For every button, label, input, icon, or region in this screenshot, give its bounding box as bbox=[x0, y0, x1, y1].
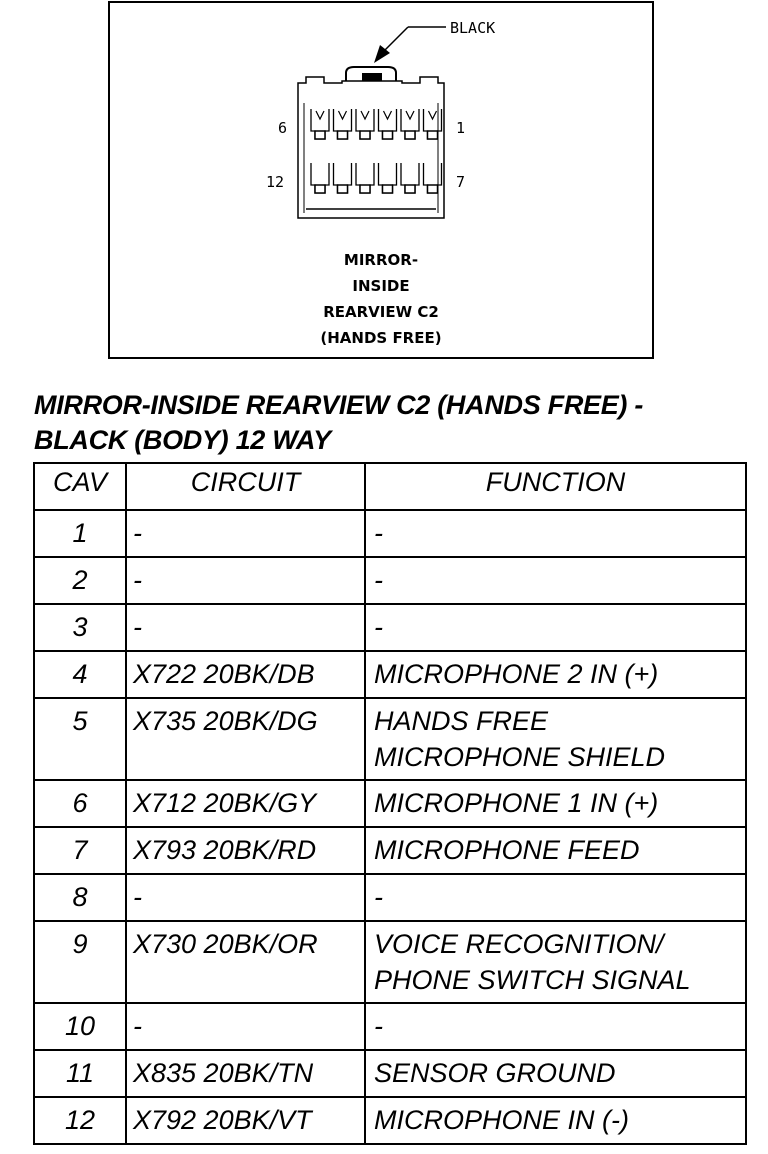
cavity-terminal bbox=[383, 131, 393, 139]
table-row bbox=[34, 780, 746, 827]
function-line: MICROPHONE 2 IN (+) bbox=[374, 659, 659, 689]
cell-circuit: X722 20BK/DB bbox=[126, 651, 365, 698]
connector-heading bbox=[34, 388, 643, 458]
cavity-terminal bbox=[315, 185, 325, 193]
caption-line-4: (HANDS FREE) bbox=[320, 329, 442, 347]
cell-circuit: - bbox=[126, 874, 365, 921]
cell-cav: 6 bbox=[34, 780, 126, 827]
callout-line bbox=[384, 27, 408, 51]
cell-function bbox=[365, 1050, 746, 1097]
connector-caption bbox=[110, 247, 652, 351]
table-row bbox=[34, 827, 746, 874]
table-row bbox=[34, 510, 746, 557]
latch-tab bbox=[362, 73, 382, 81]
cell-circuit: - bbox=[126, 557, 365, 604]
cavity-terminal bbox=[383, 185, 393, 193]
cavity-terminal bbox=[405, 131, 415, 139]
function-line: MICROPHONE SHIELD bbox=[374, 742, 666, 772]
caption-line-3: REARVIEW C2 bbox=[323, 303, 439, 321]
cell-cav: 9 bbox=[34, 921, 126, 1003]
heading-line-2: BLACK (BODY) 12 WAY bbox=[34, 425, 331, 455]
pin-label-12: 12 bbox=[266, 173, 285, 191]
cavity-notch bbox=[406, 111, 414, 119]
table-row bbox=[34, 1097, 746, 1144]
function-line: VOICE RECOGNITION/ bbox=[374, 929, 664, 959]
cell-function bbox=[365, 510, 746, 557]
cavity-notch bbox=[361, 111, 369, 119]
connector-figure bbox=[108, 1, 654, 359]
cavity-terminal bbox=[428, 131, 438, 139]
table-row bbox=[34, 921, 746, 1003]
table-row bbox=[34, 874, 746, 921]
cell-function bbox=[365, 557, 746, 604]
callout-label: BLACK bbox=[450, 19, 496, 37]
cell-cav: 2 bbox=[34, 557, 126, 604]
cavity-notch bbox=[429, 111, 437, 119]
table-row bbox=[34, 1003, 746, 1050]
cell-circuit: X712 20BK/GY bbox=[126, 780, 365, 827]
cell-cav: 11 bbox=[34, 1050, 126, 1097]
header-function: FUNCTION bbox=[365, 463, 746, 510]
pin-label-7: 7 bbox=[456, 173, 466, 191]
cell-function bbox=[365, 604, 746, 651]
function-line: HANDS FREE bbox=[374, 706, 549, 736]
pin-label-1: 1 bbox=[456, 119, 466, 137]
function-line: - bbox=[374, 1011, 383, 1041]
function-line: PHONE SWITCH SIGNAL bbox=[374, 965, 691, 995]
cavity-terminal bbox=[338, 185, 348, 193]
cell-cav: 12 bbox=[34, 1097, 126, 1144]
cavity-notch bbox=[316, 111, 324, 119]
heading-line-1: MIRROR-INSIDE REARVIEW C2 (HANDS FREE) - bbox=[34, 390, 644, 420]
cell-function bbox=[365, 780, 746, 827]
cell-function bbox=[365, 1097, 746, 1144]
cell-cav: 10 bbox=[34, 1003, 126, 1050]
cell-circuit: X792 20BK/VT bbox=[126, 1097, 365, 1144]
cell-cav: 7 bbox=[34, 827, 126, 874]
cavity-row-bottom bbox=[311, 163, 442, 193]
caption-line-2: INSIDE bbox=[352, 277, 410, 295]
cell-function bbox=[365, 921, 746, 1003]
cell-circuit: X835 20BK/TN bbox=[126, 1050, 365, 1097]
cavity-row-top bbox=[311, 109, 442, 139]
cavity-terminal bbox=[428, 185, 438, 193]
function-line: - bbox=[374, 565, 383, 595]
cell-cav: 4 bbox=[34, 651, 126, 698]
cell-circuit: - bbox=[126, 604, 365, 651]
cell-function bbox=[365, 651, 746, 698]
cavity-terminal bbox=[315, 131, 325, 139]
function-line: MICROPHONE FEED bbox=[374, 835, 640, 865]
cell-circuit: X735 20BK/DG bbox=[126, 698, 365, 780]
table-header-row bbox=[34, 463, 746, 510]
cell-function bbox=[365, 827, 746, 874]
caption-line-1: MIRROR- bbox=[343, 251, 419, 269]
cell-function bbox=[365, 1003, 746, 1050]
table-body bbox=[34, 510, 746, 1144]
function-line: SENSOR GROUND bbox=[374, 1058, 616, 1088]
cavity-terminal bbox=[338, 131, 348, 139]
table-row bbox=[34, 1050, 746, 1097]
cell-circuit: - bbox=[126, 1003, 365, 1050]
cell-circuit: X793 20BK/RD bbox=[126, 827, 365, 874]
cell-cav: 1 bbox=[34, 510, 126, 557]
pinout-table bbox=[33, 462, 747, 1145]
function-line: - bbox=[374, 518, 383, 548]
cavity-notch bbox=[339, 111, 347, 119]
cell-circuit: X730 20BK/OR bbox=[126, 921, 365, 1003]
function-line: - bbox=[374, 882, 383, 912]
function-line: - bbox=[374, 612, 383, 642]
table-row bbox=[34, 557, 746, 604]
cavity-terminal bbox=[360, 185, 370, 193]
cavity-terminal bbox=[405, 185, 415, 193]
connector-body bbox=[298, 77, 444, 218]
pin-label-6: 6 bbox=[278, 119, 288, 137]
function-line: MICROPHONE 1 IN (+) bbox=[374, 788, 659, 818]
header-cav: CAV bbox=[34, 463, 126, 510]
cell-function bbox=[365, 874, 746, 921]
cell-function bbox=[365, 698, 746, 780]
cell-cav: 3 bbox=[34, 604, 126, 651]
cell-circuit: - bbox=[126, 510, 365, 557]
table-row bbox=[34, 604, 746, 651]
cell-cav: 5 bbox=[34, 698, 126, 780]
table-row bbox=[34, 651, 746, 698]
header-circuit: CIRCUIT bbox=[126, 463, 365, 510]
table-row bbox=[34, 698, 746, 780]
cavity-terminal bbox=[360, 131, 370, 139]
cell-cav: 8 bbox=[34, 874, 126, 921]
cavity-notch bbox=[384, 111, 392, 119]
function-line: MICROPHONE IN (-) bbox=[374, 1105, 629, 1135]
